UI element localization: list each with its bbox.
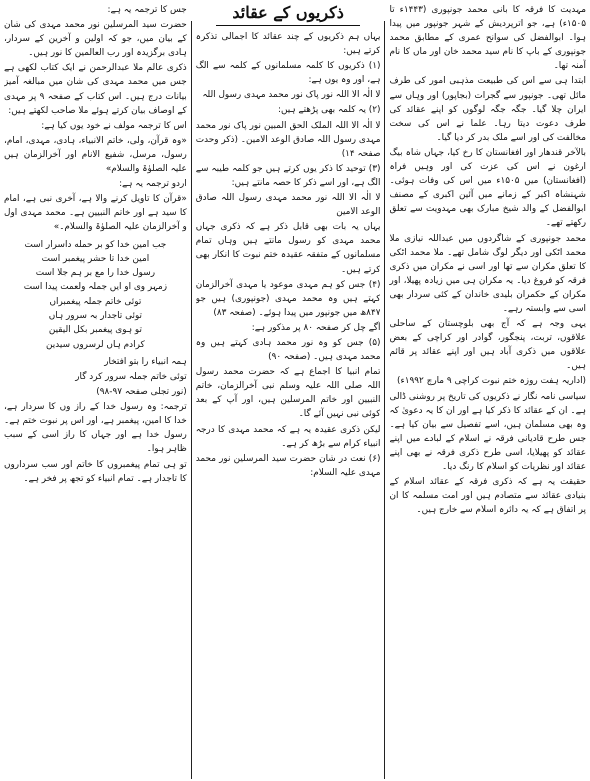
verse-block-paragraph: جب امین خدا کو بر حمله داسرار است — [24, 239, 167, 250]
column-left — [4, 3, 187, 779]
left-tail-paragraph: توئی خاتم جملہ سرور کرد گار — [75, 371, 187, 382]
right-column-paragraph: یہی وجہ ہے کہ آج بھی بلوچستان کے ساحلی علاقوں، تربت، پنجگور، گوادر اور کراچی کے بعض علاقوں میں ذکری آباد ہیں اور اپنے عقائد پر قائم ہیں۔ — [389, 319, 586, 372]
right-column-paragraph: سیاسی نامہ نگار نے ذکریوں کی تاریخ پر روشنی ڈالی ہے۔ ان کے عقائد کا ذکر کیا ہے اور ان کا یہ دعویٰ کہ وہ بھی مسلمان ہیں، اسے تفصیل سے بیان کیا ہے۔ جس طرح قادیانی فرقہ نے اسلام کے لبادے میں اپنے عقائد کو پھیلایا، اسی طرح ذکری فرقہ نے بھی اپنے عقائد اور نظریات کو اسلام کا رنگ دیا۔ — [389, 391, 586, 472]
left-column-paragraph: حضرت سید المرسلین نور محمد مہدی کی شان کے بیان میں، جو کہ اولین و آخرین کے سردار، ہادی برگزیدہ اور رب العالمین کا نور ہیں۔ — [4, 20, 187, 59]
middle-column-paragraph: لا الٰہ الا اللہ نور محمد مہدی رسول اللہ صادق الوعد الامین — [195, 193, 381, 218]
verse-block-paragraph: توئی تاجدار بہ سرور ہاں — [48, 310, 143, 321]
column-divider — [191, 21, 192, 779]
left-tail-paragraph: ہمہ انبیاء را بتو افتخار — [104, 356, 187, 367]
left-tail-paragraph: تو ہی تمام پیغمبروں کا خاتم اور سب سرداروں کا تاجدار ہے۔ تمام انبیاء کو تجھ پر فخر ہے۔ — [4, 459, 187, 484]
middle-column-paragraph: لا الٰہ الا اللہ نور پاک نور محمد مہدی رسول اللہ — [202, 90, 381, 101]
left-column-paragraph: اس کا ترجمہ مولف نے خود یوں کیا ہے: — [41, 120, 187, 131]
verse-block-paragraph: تو ہوی پیغمبر بکل الیقین — [48, 325, 142, 336]
middle-column-paragraph: لا الٰہ الا اللہ الملک الحق المبین نور پاک نور محمد مہدی رسول اللہ صادق الوعد الامین۔ (ذکر وحدت صفحہ ۱۴) — [195, 120, 381, 159]
middle-column-paragraph: (۶) نعت در شان حضرت سید المرسلین نور محمد مہدی علیہ السلام: — [195, 453, 381, 478]
left-column-paragraph: اردو ترجمہ یہ ہے: — [119, 179, 187, 190]
middle-column-paragraph: یہاں یہ بات بھی قابل ذکر ہے کہ ذکری جہاں محمد مہدی کو رسول مانتے ہیں وہاں تمام مسلمانوں کے متفقہ عقیدہ ختم نبوت کا انکار بھی کرتے ہیں۔ — [195, 222, 381, 275]
column-left-tail — [4, 355, 187, 486]
left-column-paragraph: «وہ قرآن، ولی، خاتم الانبیاء، ہادی، مہدی، امام، رسول، مرسل، شفیع الانام اور آخرالزمان ہیں علیہ الصلوٰۃ والسلام» — [4, 135, 187, 175]
left-column-paragraph: ذکری عالم ملا عبدالرحمن نے ایک کتاب لکھی ہے جس میں محمد مہدی کی شان میں مبالغہ آمیز بیانات درج ہیں۔ اس کتاب کے صفحہ ۹ پر مہدی کے اوصاف بیان کرتے ہوئے ملا صاحب لکھتے ہیں: — [4, 63, 187, 116]
verse-block-paragraph: توئی خاتم جملہ پیغمبراں — [49, 296, 142, 307]
right-column-paragraph: (اداریہ ہفت روزہ ختم نبوت کراچی ۹ مارچ ۱۹۹۲ء) — [397, 376, 586, 387]
middle-column-paragraph: لیکن ذکری عقیدہ یہ ہے کہ محمد مہدی کا درجہ انبیاء کرام سے بڑھ کر ہے۔ — [195, 424, 381, 449]
column-divider — [384, 21, 385, 779]
middle-column-paragraph: تمام انبیا کا اجماع ہے کہ حضرت محمد رسول اللہ صلی اللہ علیہ وسلم نبی آخرالزمان، خاتم النبیین اور خاتم المرسلین ہیں، اور آپ کے بعد کوئی نبی نہیں آئے گا۔ — [195, 367, 381, 420]
left-tail-paragraph: (نور تجلی صفحہ ۹۷-۹۸) — [96, 387, 187, 398]
article-title: ذکریوں کے عقائد — [232, 3, 344, 22]
verse-block-paragraph: کرادم ہاں لرسروں سیدین — [46, 339, 145, 350]
right-column-paragraph: مہدیت کا فرقہ کا بانی محمد جونپوری (۱۴۴۳ء تا ۱۵۰۵ء) ہے، جو اترپردیش کے شہر جونپور میں پیدا ہوا۔ ابوالفضل کی سوانح عمری کے مطابق محمد جونپوری کے باپ کا نام سید محمد خان اور ماں کا نام آمنہ تھا۔ — [389, 5, 586, 72]
verse-block-paragraph: زمہر وی او ایں جملہ ولعمت پیدا است — [23, 282, 168, 293]
column-middle — [196, 3, 381, 779]
right-column-paragraph: محمد جونپوری کے شاگردوں میں عبداللہ نیازی ملا محمد اٹکی اور دیگر لوگ شامل تھے۔ ملا محمد اٹکی کا تعلق مکران سے تھا اور اسی نے مکران میں ذکری فرقہ کو فروغ دیا۔ یہ مکران ہی میں زیادہ پھیلا، اور مکران کے حکمران بلیدی خاندان کے کئی سردار بھی اسی سے وابستہ رہے۔ — [389, 233, 586, 314]
middle-column-paragraph: (۱) ذکریوں کا کلمہ مسلمانوں کے کلمہ سے الگ ہے، اور وہ یوں ہے: — [195, 61, 381, 86]
title-underline — [216, 25, 361, 26]
right-column-paragraph: ابتدا ہی سے اس کی طبیعت مذہبی امور کی طرف مائل تھی۔ جونپور سے گجرات (بجاپور) اور وہاں سے ایران چلا گیا۔ جگہ جگہ لوگوں کو اپنے عقائد کی طرف دعوت دیتا رہا۔ علما نے اس کی سخت مخالفت کی اور اسے ملک بدر کر دیا گیا۔ — [389, 76, 586, 143]
verse-block-paragraph: رسول خدا را مع بر ہم جلا است — [35, 268, 155, 279]
middle-column-paragraph: (۵) جس کو وہ نور محمد ہادی کہتے ہیں وہ محمد مہدی ہیں۔ (صفحہ ۹۰) — [195, 337, 381, 363]
left-column-paragraph: «قرآن کا تاویل کرنے والا ہے، آخری نبی ہے، امام کا سید ہے اور خاتم النبیین ہے۔ محمد مہدی اول و آخرالزمان علیہ الصلوٰۃ والسلام۔» — [4, 194, 187, 233]
middle-column-paragraph: (۴) جس کو ہم مہدی موعود یا مہدی آخرالزمان کہتے ہیں وہ محمد مہدی (جونپوری) ہیں جو ۸۴۷ھ میں جونپور میں پیدا ہوئے۔ (صفحہ ۸۳) — [195, 279, 381, 318]
column-right — [389, 3, 586, 779]
middle-column-paragraph: یہاں ہم ذکریوں کے چند عقائد کا اجمالی تذکرہ کرتے ہیں: — [195, 32, 381, 57]
right-column-paragraph: حقیقت یہ ہے کہ ذکری فرقہ کے عقائد اسلام کے بنیادی عقائد سے متصادم ہیں اور امت مسلمہ کا ان پر اتفاق ہے کہ یہ دائرہ اسلام سے خارج ہیں۔ — [389, 477, 586, 516]
middle-column-paragraph: (۲) یہ کلمہ بھی پڑھتے ہیں: — [277, 105, 381, 116]
middle-column-paragraph: آگے چل کر صفحہ ۸۰ پر مذکور ہے: — [251, 322, 381, 333]
verse-block — [4, 238, 187, 352]
middle-column-paragraph: (۳) توحید کا ذکر یوں کرتے ہیں جو کلمہ طیبہ سے الگ ہے، اور اسے ذکر کا حصہ مانتے ہیں: — [195, 163, 381, 188]
column-middle-body — [196, 30, 381, 480]
left-tail-paragraph: ترجمہ: وہ رسول خدا کے راز وں کا سردار ہے، خدا کا امین، پیغمبر ہے، اور اس پر نبوت ختم ہے۔ رسول خدا ہے اور جہاں کا راز اسی کے سبب ظاہر ہوا۔ — [4, 402, 187, 455]
right-column-paragraph: بالآخر قندھار اور افغانستان کا رخ کیا، جہاں شاہ بیگ ارغون نے اس کی عزت کی اور وہیں فراہ (افغانستان) میں ۱۵۰۵ء میں اس کی وفات ہوئی۔ شہنشاہ اکبر کے زمانے میں آئین اکبری کے مصنف ابوالفضل کے والد شیخ مبارک بھی مہدویت سے تعلق رکھتے تھے۔ — [389, 147, 586, 229]
column-left-body — [4, 3, 187, 235]
verse-block-paragraph: امین خدا تا حشر پیغمبر است — [41, 253, 150, 264]
left-column-paragraph: جس کا ترجمہ یہ ہے: — [107, 5, 187, 15]
